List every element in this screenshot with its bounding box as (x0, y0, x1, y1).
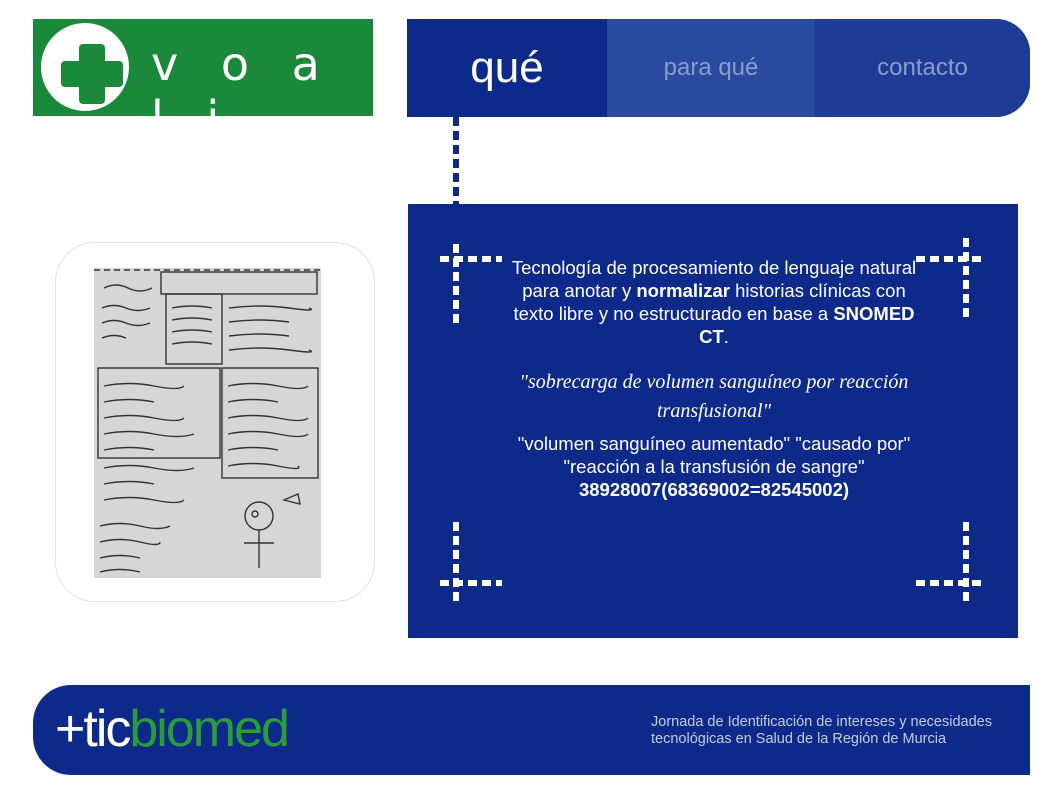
highlight-normalizar: normalizar (636, 280, 730, 301)
annotation-result: "volumen sanguíneo aumentado" "causado por" "reacción a la transfusión de sangre" (517, 433, 911, 477)
content-panel (408, 204, 1018, 638)
example-quote: "sobrecarga de volumen sanguíneo por reacción transfusional" (519, 371, 909, 422)
plus-icon (41, 23, 129, 111)
description-paragraph: Tecnología de procesamiento de lenguaje natural para anotar y normalizar historias clínicas con texto libre y no estructurado en base a SNOMED CT. (511, 257, 917, 347)
site-logo[interactable] (33, 19, 373, 145)
logo-wordmark: v o a l i (151, 37, 334, 145)
tab-contacto[interactable]: contacto (815, 19, 1030, 117)
handwritten-notes-photo (94, 268, 321, 578)
tab-que[interactable]: qué (407, 19, 607, 117)
corner-bracket-bottom-left (440, 580, 502, 586)
event-description: Jornada de Identificación de intereses y necesidades tecnológicas en Salud de la Región de Murcia (651, 714, 992, 747)
corner-bracket-top-left (440, 256, 502, 262)
footer-logo[interactable]: +ticbiomed (55, 700, 288, 758)
snomed-label: SNOMED CT (699, 303, 915, 347)
nav-connector-line (453, 117, 459, 209)
description-text (500, 256, 928, 501)
main-nav (407, 19, 1030, 117)
corner-bracket-bottom-right (916, 580, 984, 586)
snomed-code: 38928007(68369002=82545002) (578, 479, 850, 500)
tab-para-que[interactable]: para qué (607, 19, 815, 117)
footer-banner (33, 685, 1030, 775)
